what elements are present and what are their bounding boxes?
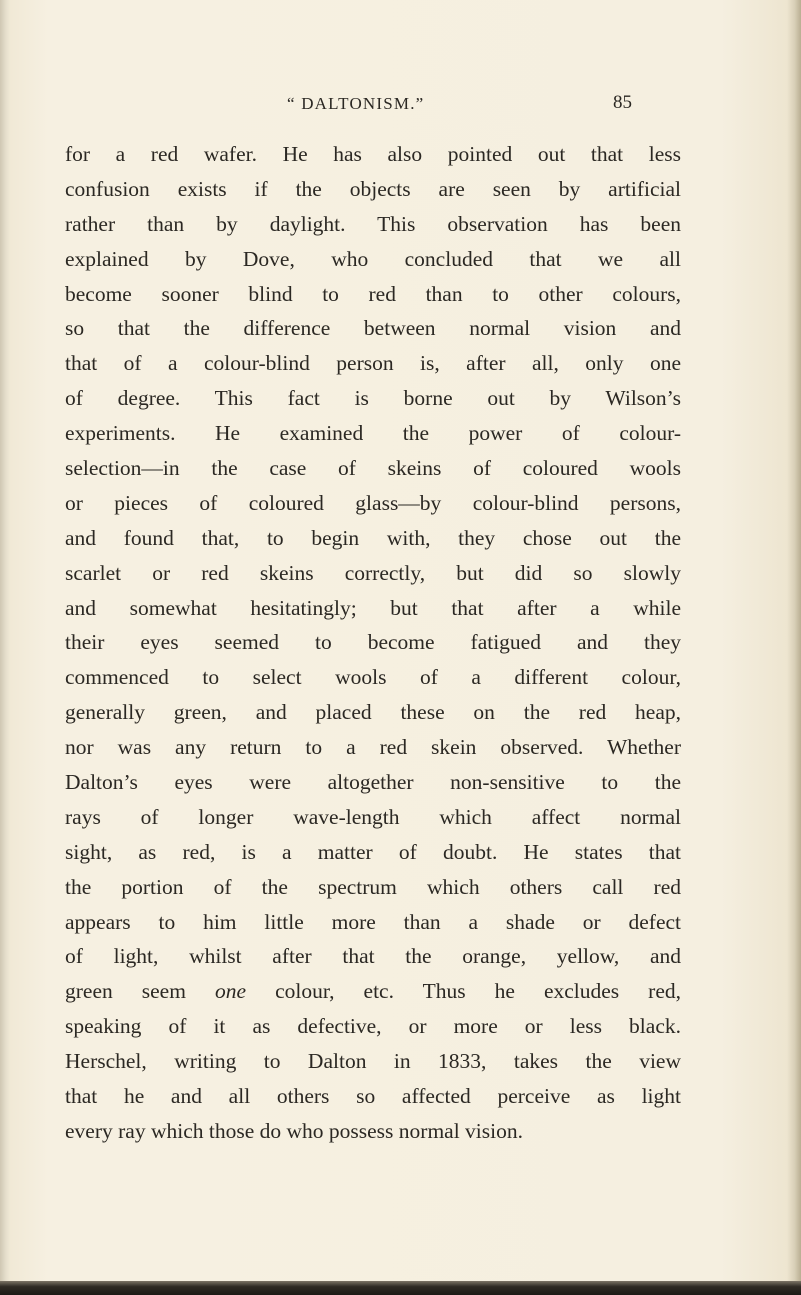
text-line: Dalton’s eyes were altogether non-sensitive to the (65, 770, 681, 795)
page-number: 85 (613, 92, 632, 113)
text-line: appears to him little more than a shade or defect (65, 909, 681, 934)
text-line: and found that, to begin with, they chose out the (65, 525, 681, 550)
text-line: that he and all others so affected perceive as light (65, 1084, 681, 1109)
text-line: become sooner blind to red than to other colours, (65, 281, 681, 306)
body-text (65, 137, 681, 1149)
text-line: commenced to select wools of a different colour, (65, 665, 681, 690)
text-line: Herschel, writing to Dalton in 1833, takes the view (65, 1049, 681, 1074)
italic-word: one (214, 979, 247, 1004)
text-line: their eyes seemed to become fatigued and they (65, 630, 681, 655)
text-line: of light, whilst after that the orange, yellow, and (65, 944, 681, 969)
text-line: rather than by daylight. This observation has been (65, 211, 681, 236)
page-left-edge (0, 0, 10, 1295)
text-line: selection—in the case of skeins of coloured wools (65, 456, 681, 481)
text-line: sight, as red, is a matter of doubt. He states that (65, 839, 681, 864)
bottom-dark-edge (0, 1281, 801, 1295)
text-line: of degree. This fact is borne out by Wilson’s (65, 386, 681, 411)
text-line: confusion exists if the objects are seen by artificial (65, 176, 681, 201)
text-line: for a red wafer. He has also pointed out that less (65, 142, 681, 166)
running-title: “ DALTONISM.” (287, 94, 425, 113)
text-line: scarlet or red skeins correctly, but did so slowly (65, 560, 681, 585)
text-line: and somewhat hesitatingly; but that after a while (65, 595, 681, 620)
page-right-edge (787, 0, 801, 1295)
text-line: nor was any return to a red skein observed. Whether (65, 735, 681, 760)
page-header (287, 90, 632, 122)
text-fragment: green seem (65, 979, 186, 1004)
text-line: rays of longer wave-length which affect normal (65, 804, 681, 829)
text-line: that of a colour-blind person is, after all, only one (65, 351, 681, 376)
text-line: explained by Dove, who concluded that we all (65, 246, 681, 271)
text-line: experiments. He examined the power of colour- (65, 421, 681, 446)
text-line: the portion of the spectrum which others call red (65, 874, 681, 899)
text-line: every ray which those do who possess normal vision. (65, 1118, 523, 1143)
text-line-with-italic (65, 974, 681, 1009)
text-fragment: colour, etc. Thus he excludes red, (275, 979, 681, 1004)
text-line: generally green, and placed these on the red heap, (65, 700, 681, 725)
text-line: so that the difference between normal vision and (65, 316, 681, 341)
text-line: speaking of it as defective, or more or less black. (65, 1014, 681, 1039)
text-line: or pieces of coloured glass—by colour-blind persons, (65, 490, 681, 515)
